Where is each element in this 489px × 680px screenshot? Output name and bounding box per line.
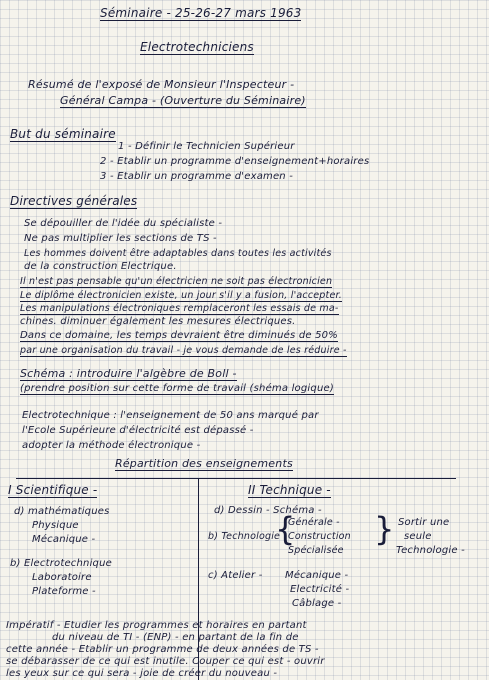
scientifique-b-3: Plateforme -: [32, 586, 96, 597]
scientifique-heading: I Scientifique -: [8, 483, 98, 497]
directives-heading: Directives générales: [10, 194, 138, 208]
directive-line-8: chines. diminuer également les mesures électriques.: [20, 316, 296, 327]
repartition-divider-horizontal: [16, 478, 456, 479]
seminar-subtitle: Electrotechniciens: [140, 40, 254, 54]
directive-line-5: Il n'est pas pensable qu'un électricien ne soit pas électronicien: [20, 276, 333, 287]
imperatif-line-2: du niveau de TI - (ENP) - en partant de la fin de: [52, 632, 299, 643]
directive-line-1: Se dépouiller de l'idée du spécialiste -: [24, 218, 223, 229]
but-item-1: 1 - Définir le Technicien Supérieur: [118, 141, 295, 152]
seminar-title: Séminaire - 25-26-27 mars 1963: [100, 6, 302, 20]
atelier-item-3: Câblage -: [292, 598, 342, 609]
technologie-item-3: Spécialisée: [288, 545, 344, 556]
technique-technologie-label: b) Technologie: [208, 531, 281, 542]
directive-line-10: par une organisation du travail - je vous demande de les réduire -: [20, 345, 347, 356]
scientifique-a-3: Mécanique -: [32, 534, 96, 545]
schema-line-2: (prendre position sur cette forme de travail (shéma logique): [20, 383, 334, 394]
directive-line-6: Le diplôme électronicien existe, un jour s'il y a fusion, l'accepter.: [20, 290, 342, 301]
but-heading: But du séminaire: [10, 127, 116, 141]
schema-line-1: Schéma : introduire l'algèbre de Boll -: [20, 367, 237, 380]
technique-atelier-label: c) Atelier -: [208, 570, 263, 581]
scientifique-a-2: Physique: [32, 520, 79, 531]
imperatif-line-1: Impératif - Etudier les programmes et horaires en partant: [6, 620, 307, 631]
technologie-brace-left: {: [275, 510, 296, 548]
atelier-item-1: Mécanique -: [285, 570, 349, 581]
technique-heading: II Technique -: [248, 483, 331, 497]
electrotechnique-line-3: adopter la méthode électronique -: [22, 440, 201, 451]
repartition-heading: Répartition des enseignements: [115, 457, 293, 470]
atelier-item-2: Electricité -: [290, 584, 350, 595]
imperatif-line-3: cette année - Etablir un programme de deux années de TS -: [6, 644, 319, 655]
resume-line-1: Résumé de l'exposé de Monsieur l'Inspecteur -: [28, 78, 295, 91]
electrotechnique-line-1: Electrotechnique : l'enseignement de 50 ans marqué par: [22, 410, 319, 421]
technologie-note-2: seule: [404, 531, 432, 542]
technique-dessin: d) Dessin - Schéma -: [214, 505, 322, 516]
directive-line-3: Les hommes doivent être adaptables dans toutes les activités: [24, 248, 332, 259]
resume-line-2: Général Campa - (Ouverture du Séminaire): [60, 94, 306, 107]
directive-line-2: Ne pas multiplier les sections de TS -: [24, 233, 217, 244]
electrotechnique-line-2: l'Ecole Supérieure d'électricité est dépassé -: [22, 425, 254, 436]
scientifique-b-2: Laboratoire: [32, 572, 92, 583]
scientifique-b-1: b) Electrotechnique: [10, 558, 112, 569]
but-item-3: 3 - Etablir un programme d'examen -: [100, 171, 294, 182]
directive-line-4: de la construction Electrique.: [24, 261, 177, 272]
technologie-item-2: Construction: [288, 531, 351, 542]
technologie-item-1: Générale -: [288, 517, 340, 528]
imperatif-line-5: les yeux sur ce qui sera - joie de créer du nouveau -: [6, 668, 278, 679]
directive-line-7: Les manipulations électroniques remplaceront les essais de ma-: [20, 303, 339, 314]
technologie-note-1: Sortir une: [398, 517, 450, 528]
directive-line-9: Dans ce domaine, les temps devraient être diminués de 50%: [20, 330, 338, 341]
but-item-2: 2 - Etablir un programme d'enseignement+horaires: [100, 156, 370, 167]
technologie-brace-right: }: [374, 510, 395, 548]
scientifique-a-1: d) mathématiques: [14, 506, 110, 517]
imperatif-line-4: se débarasser de ce qui est inutile. Couper ce qui est - ouvrir: [6, 656, 325, 667]
technologie-note-3: Technologie -: [396, 545, 465, 556]
